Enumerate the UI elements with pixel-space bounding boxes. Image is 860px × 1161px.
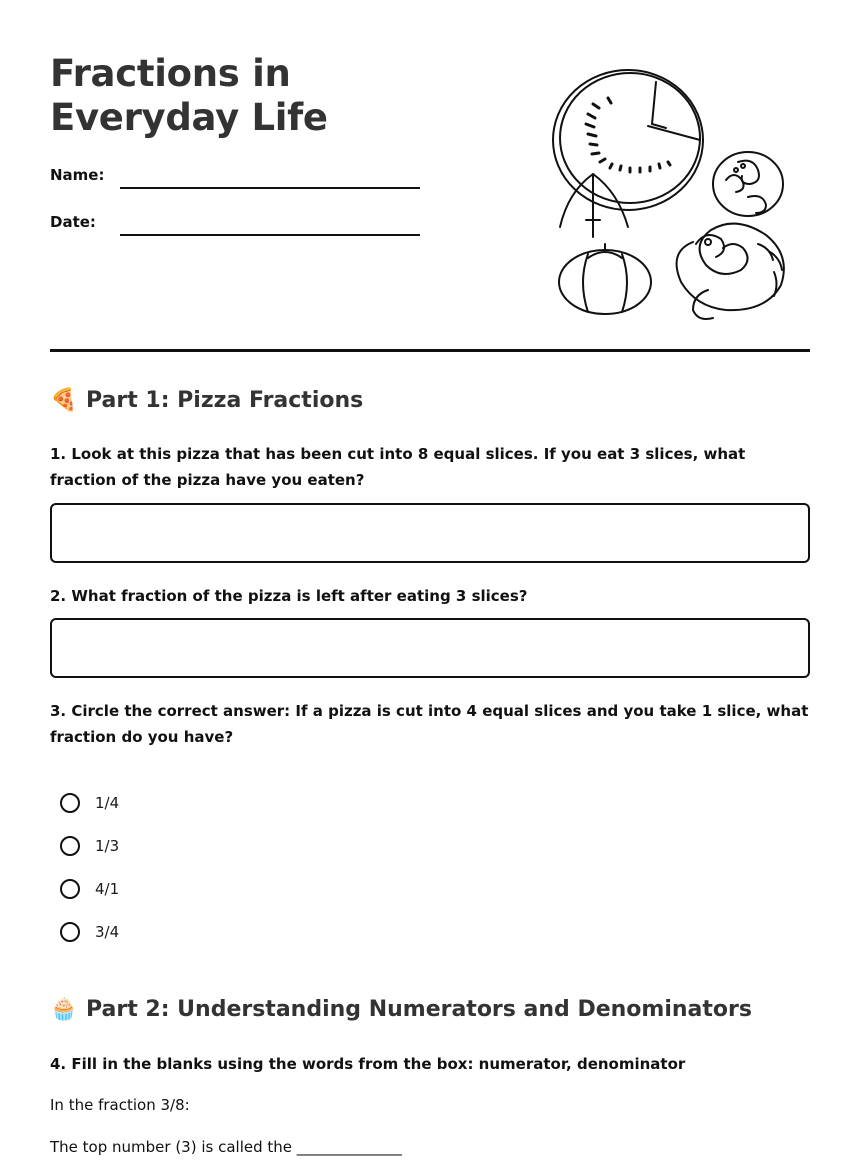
radio-circle-icon[interactable] bbox=[60, 922, 80, 942]
fruits-illustration-icon bbox=[548, 62, 798, 322]
option-4-1[interactable] bbox=[60, 879, 119, 899]
numerator-blank-line[interactable]: The top number (3) is called the ______________ bbox=[50, 1138, 402, 1156]
option-label: 1/3 bbox=[95, 837, 120, 855]
part2-title: Part 2: Understanding Numerators and Denominators bbox=[86, 997, 752, 1022]
name-label: Name: bbox=[50, 166, 105, 184]
question-4: 4. Fill in the blanks using the words from the box: numerator, denominator bbox=[50, 1055, 686, 1073]
pizza-icon: 🍕 bbox=[50, 388, 78, 413]
part1-heading bbox=[50, 388, 363, 413]
answer-1-input[interactable] bbox=[50, 503, 810, 563]
question-2: 2. What fraction of the pizza is left after eating 3 slices? bbox=[50, 587, 528, 605]
part2-heading bbox=[50, 997, 752, 1022]
option-1-3[interactable] bbox=[60, 836, 119, 856]
question-1: 1. Look at this pizza that has been cut into 8 equal slices. If you eat 3 slices, what fraction of the pizza have you eaten? bbox=[50, 445, 746, 489]
question-3: 3. Circle the correct answer: If a pizza is cut into 4 equal slices and you take 1 slice, what fraction do you have? bbox=[50, 702, 809, 746]
answer-2-input[interactable] bbox=[50, 618, 810, 678]
date-field[interactable] bbox=[120, 234, 420, 236]
option-label: 1/4 bbox=[95, 794, 120, 812]
radio-circle-icon[interactable] bbox=[60, 793, 80, 813]
option-3-4[interactable] bbox=[60, 922, 119, 942]
page-title: Fractions in Everyday Life bbox=[50, 52, 328, 139]
option-1-4[interactable] bbox=[60, 793, 119, 813]
radio-circle-icon[interactable] bbox=[60, 879, 80, 899]
radio-circle-icon[interactable] bbox=[60, 836, 80, 856]
cupcake-icon: 🧁 bbox=[50, 997, 78, 1022]
option-label: 4/1 bbox=[95, 880, 120, 898]
header-divider bbox=[50, 349, 810, 352]
date-label: Date: bbox=[50, 213, 96, 231]
option-label: 3/4 bbox=[95, 923, 120, 941]
name-field[interactable] bbox=[120, 187, 420, 189]
part1-title: Part 1: Pizza Fractions bbox=[86, 388, 364, 413]
fraction-intro: In the fraction 3/8: bbox=[50, 1096, 190, 1114]
